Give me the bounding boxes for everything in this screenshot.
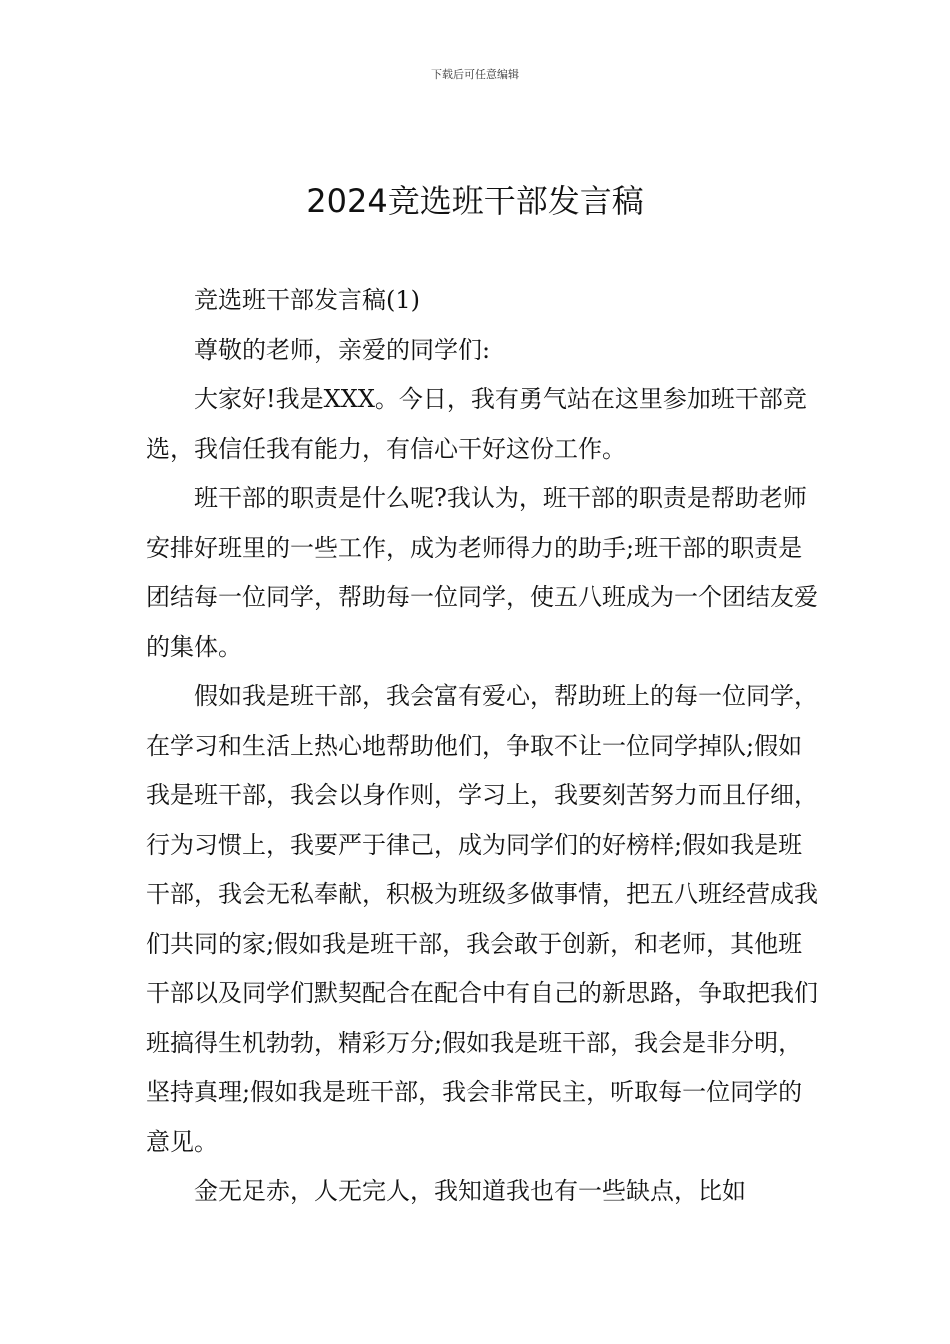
document-title: 2024竞选班干部发言稿 (306, 182, 644, 220)
header-note: 下载后可任意编辑 (431, 68, 519, 81)
body-paragraph: 大家好!我是XXX。今日，我有勇气站在这里参加班干部竞选，我信任我有能力，有信心干好这份工作。 (146, 385, 807, 463)
body-paragraph-subtitle: 竞选班干部发言稿(1) (194, 286, 420, 314)
body-paragraph: 假如我是班干部，我会富有爱心，帮助班上的每一位同学，在学习和生活上热心地帮助他们，争取不让一位同学掉队;假如我是班干部，我会以身作则，学习上，我要刻苦努力而且仔细，行为习惯上，我要严于律己，成为同学们的好榜样;假如我是班干部，我会无私奉献，积极为班级多做事情，把五八班经营成我们共同的家;假如我是班干部，我会敢于创新，和老师，其他班干部以及同学们默契配合在配合中有自己的新思路，争取把我们班搞得生机勃勃，精彩万分;假如我是班干部，我会是非分明，坚持真理;假如我是班干部，我会非常民主，听取每一位同学的意见。 (146, 682, 818, 1156)
body-paragraph: 金无足赤，人无完人，我知道我也有一些缺点，比如 (194, 1177, 746, 1205)
body-paragraph: 班干部的职责是什么呢?我认为，班干部的职责是帮助老师安排好班里的一些工作，成为老师得力的助手;班干部的职责是团结每一位同学，帮助每一位同学，使五八班成为一个团结友爱的集体。 (146, 484, 818, 661)
body-paragraph-salutation: 尊敬的老师，亲爱的同学们: (194, 335, 491, 364)
document-body (146, 276, 826, 1217)
